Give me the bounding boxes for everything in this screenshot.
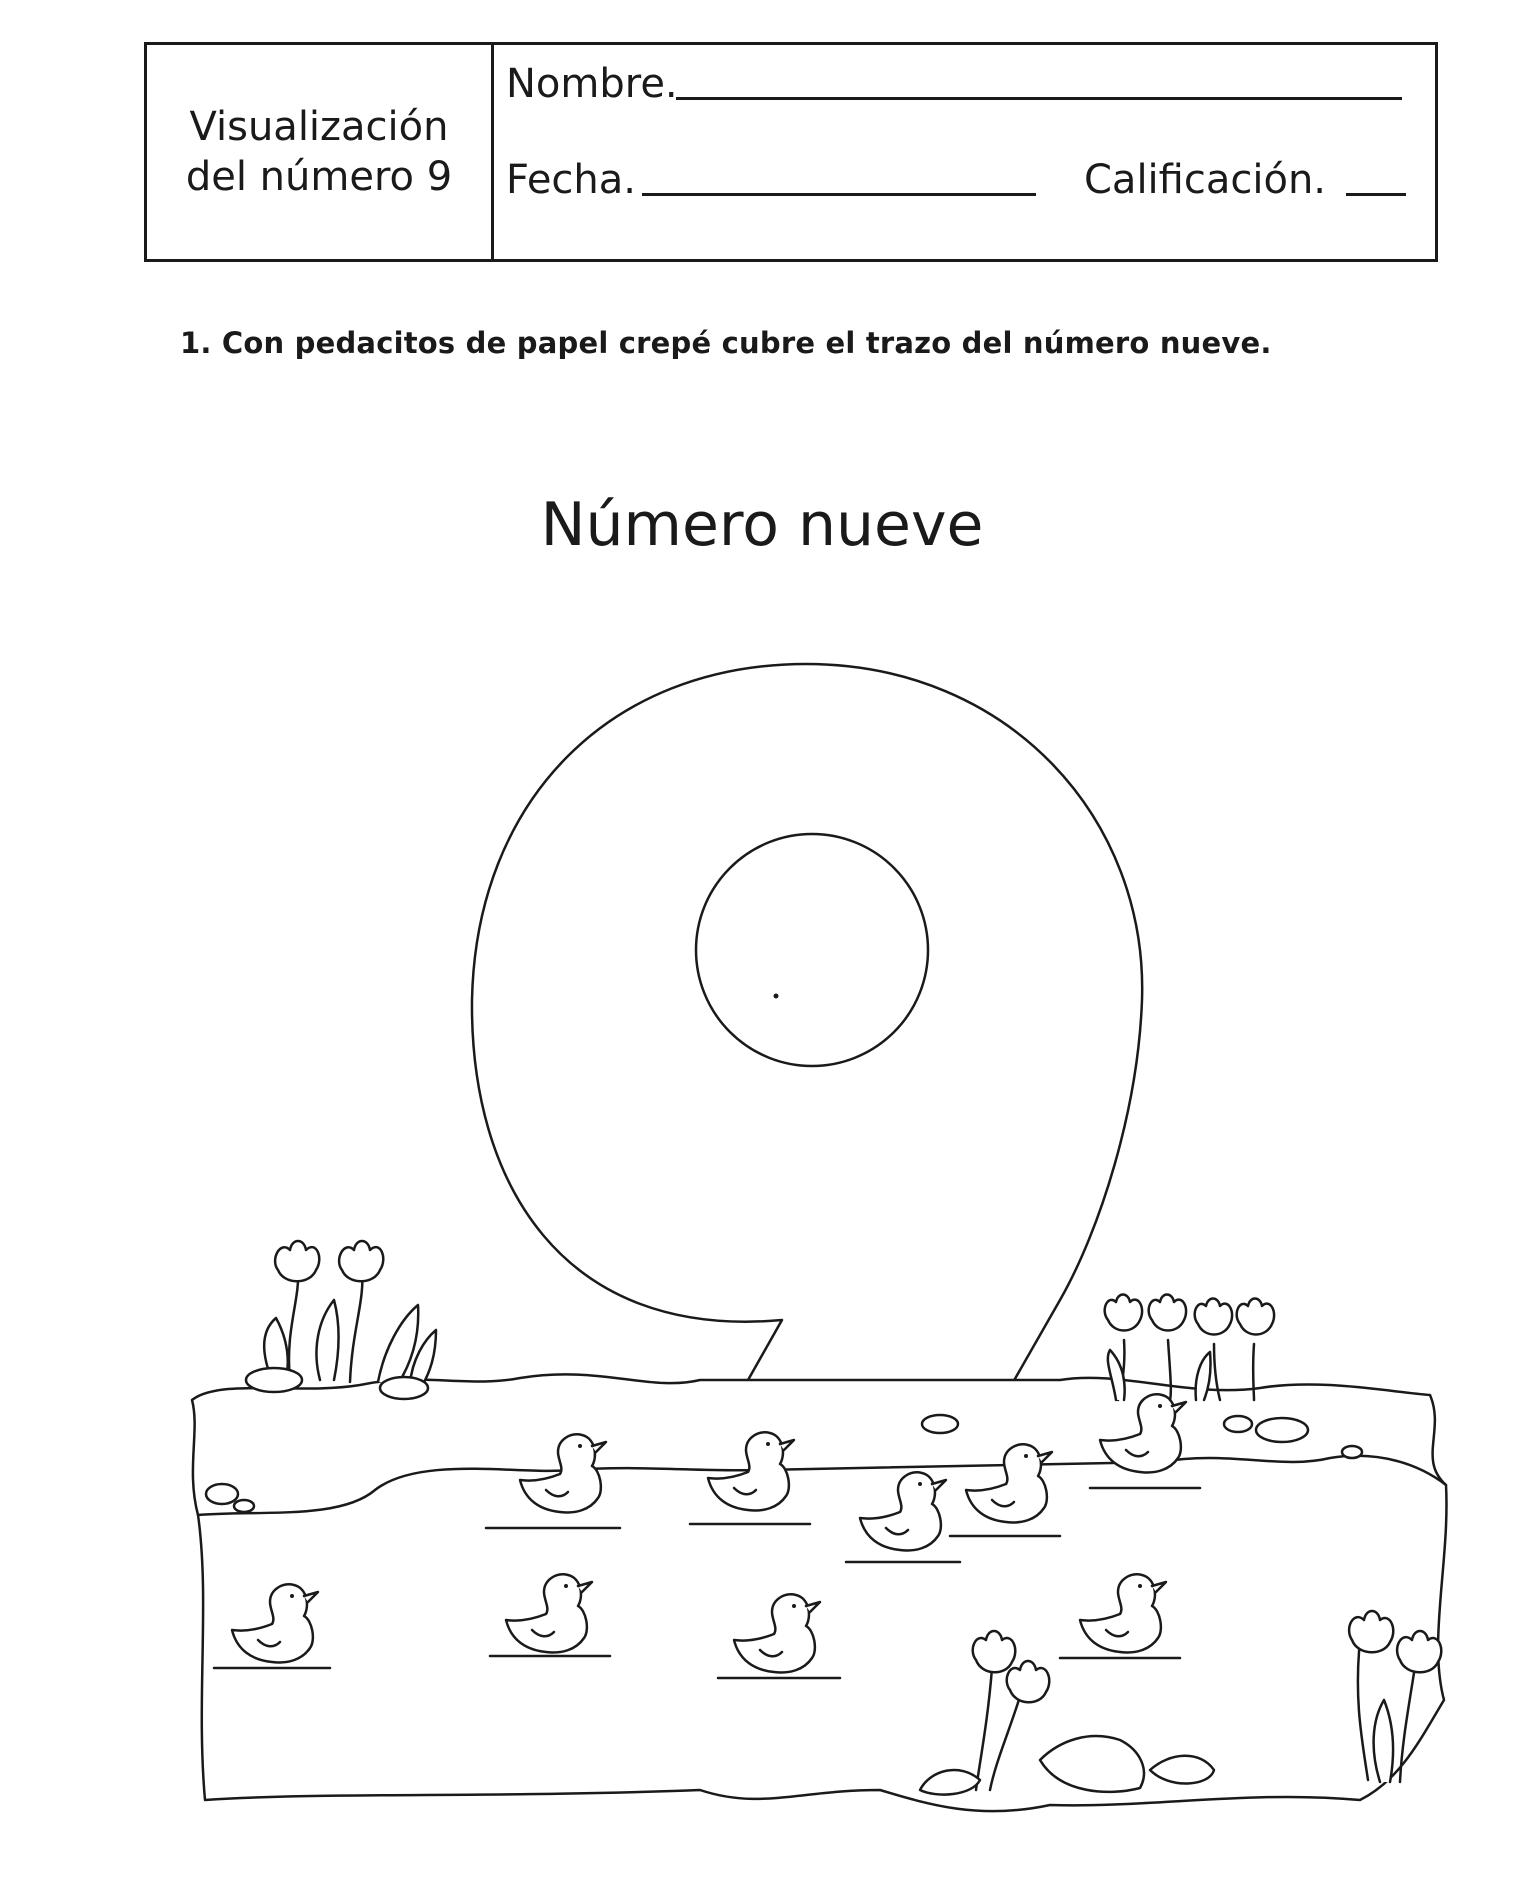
grade-label: Calificación.	[1084, 157, 1327, 203]
page-title: Número nueve	[540, 490, 984, 560]
instruction-text: 1. Con pedacitos de papel crepé cubre el trazo del número nueve.	[180, 326, 1272, 360]
date-label: Fecha.	[506, 157, 636, 203]
center-dot	[774, 994, 779, 999]
title-line-2: del número 9	[185, 154, 453, 200]
title-line-1: Visualización	[189, 104, 449, 150]
number-nine-inner-hole	[696, 834, 928, 1066]
name-label: Nombre.	[506, 61, 678, 107]
tulip-group-left	[246, 1241, 436, 1399]
pond-ground	[192, 1374, 1446, 1811]
